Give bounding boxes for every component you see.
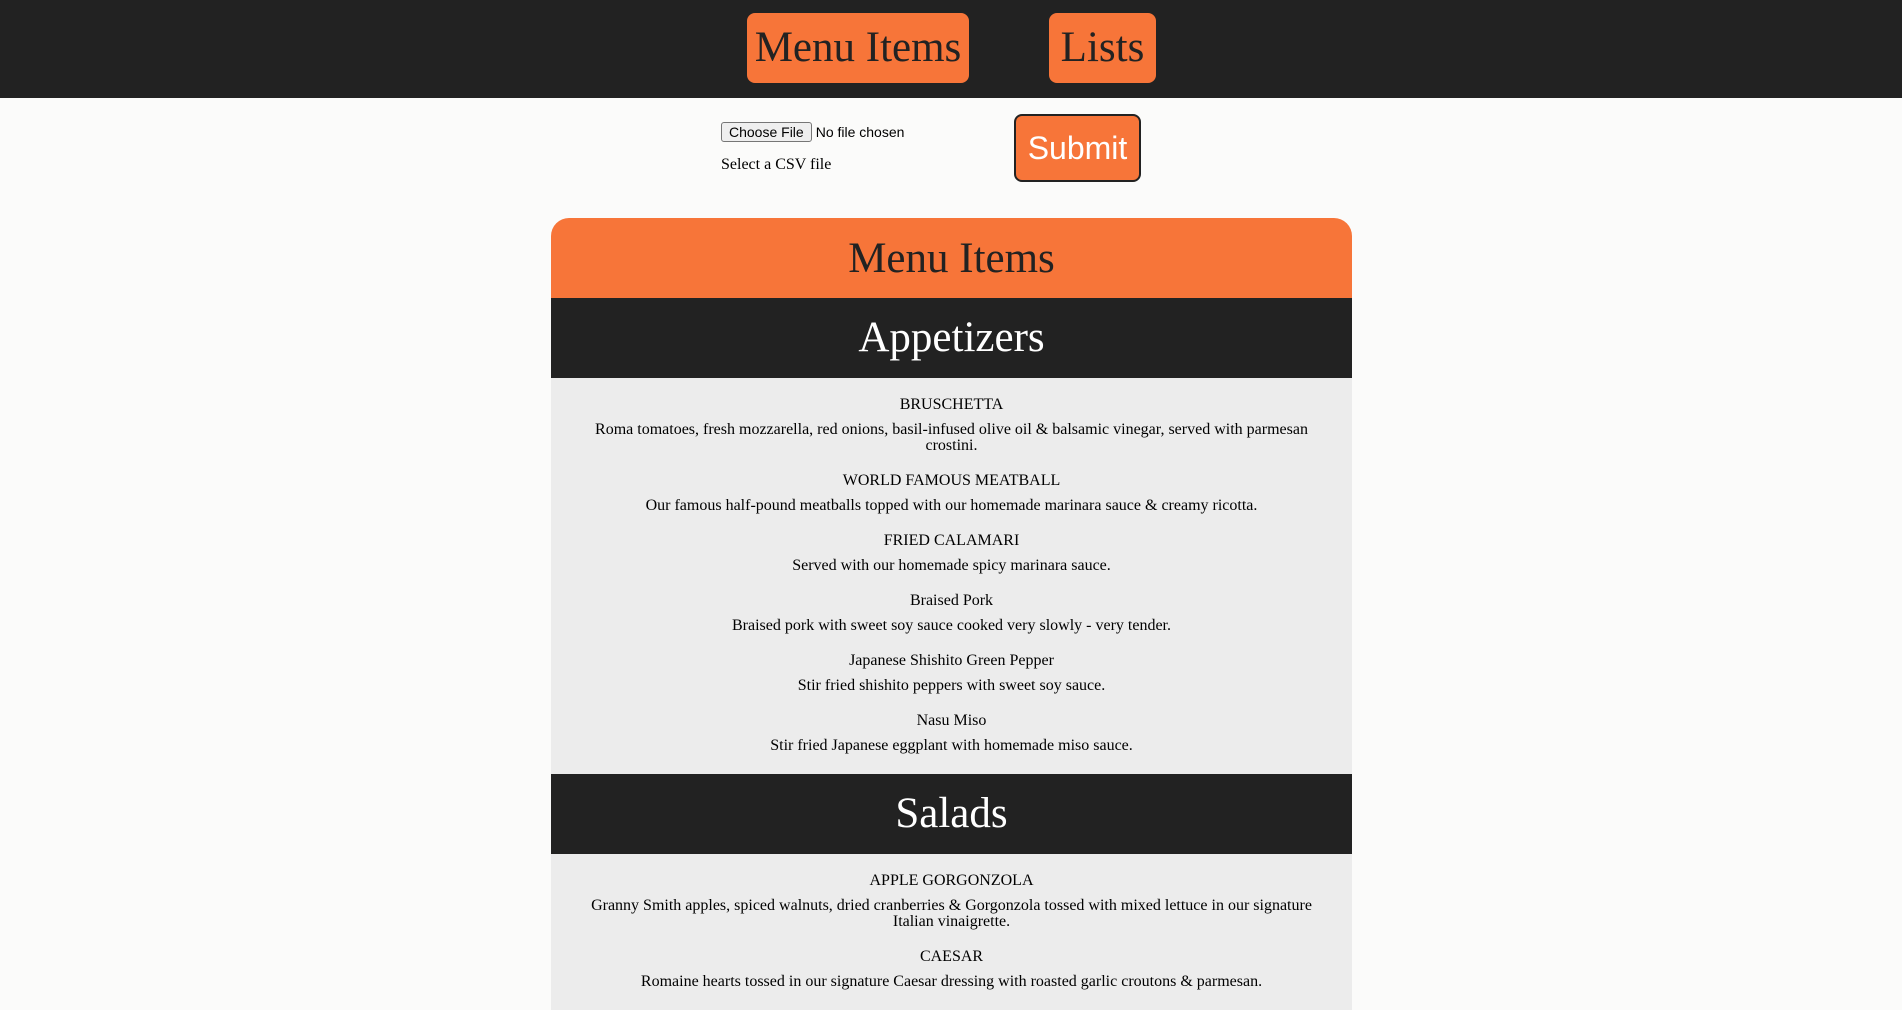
menu-item-description: Romaine hearts tossed in our signature Caesar dressing with roasted garlic croutons & parmesan.: [640, 973, 1263, 990]
menu-item: [591, 396, 1312, 454]
menu-item-description: Served with our homemade spicy marinara sauce.: [792, 557, 1111, 574]
menu-item: [591, 592, 1312, 634]
menu-item-description: Our famous half-pound meatballs topped with our homemade marinara sauce & creamy ricotta.: [645, 497, 1258, 514]
menu-item: [591, 872, 1312, 930]
category-header-appetizers: Appetizers: [551, 298, 1352, 378]
category-list-appetizers: [551, 378, 1352, 774]
menu-item: [591, 472, 1312, 514]
menu-item-name: FRIED CALAMARI: [883, 532, 1020, 549]
nav-lists-button[interactable]: Lists: [1049, 13, 1156, 83]
menu-item: [591, 948, 1312, 990]
menu-item-description: Stir fried shishito peppers with sweet soy sauce.: [797, 677, 1106, 694]
menu-item-description: Granny Smith apples, spiced walnuts, dried cranberries & Gorgonzola tossed with mixed lettuce in our signature Italian vinaigrette.: [591, 897, 1312, 930]
menu-item-name: BRUSCHETTA: [899, 396, 1004, 413]
menu-item: [591, 532, 1312, 574]
menu-item-name: Japanese Shishito Green Pepper: [849, 652, 1054, 669]
top-nav-bar: [0, 0, 1902, 98]
menu-item: [591, 712, 1312, 754]
menu-item-name: Nasu Miso: [916, 712, 987, 729]
menu-item-name: CAESAR: [919, 948, 984, 965]
submit-button[interactable]: Submit: [1014, 114, 1141, 182]
menu-card: [551, 218, 1352, 1010]
menu-item: [591, 652, 1312, 694]
file-status-text: No file chosen: [815, 124, 905, 140]
menu-item-name: Braised Pork: [909, 592, 994, 609]
csv-file-label: Select a CSV file: [721, 156, 832, 173]
nav-menu-items-button[interactable]: Menu Items: [747, 13, 969, 83]
menu-item-description: Roma tomatoes, fresh mozzarella, red onions, basil-infused olive oil & balsamic vinegar, served with parmesan crostini.: [595, 421, 1308, 454]
menu-item-description: Braised pork with sweet soy sauce cooked very slowly - very tender.: [732, 617, 1171, 634]
file-input[interactable]: [721, 122, 904, 142]
menu-item-description: Stir fried Japanese eggplant with homemade miso sauce.: [770, 737, 1133, 754]
csv-upload-form: [721, 122, 904, 142]
category-list-salads: [551, 854, 1352, 1010]
category-header-salads: Salads: [551, 774, 1352, 854]
menu-title: Menu Items: [551, 218, 1352, 298]
menu-item-name: APPLE GORGONZOLA: [869, 872, 1034, 889]
menu-item-name: WORLD FAMOUS MEATBALL: [842, 472, 1061, 489]
choose-file-button[interactable]: Choose File: [721, 122, 812, 142]
